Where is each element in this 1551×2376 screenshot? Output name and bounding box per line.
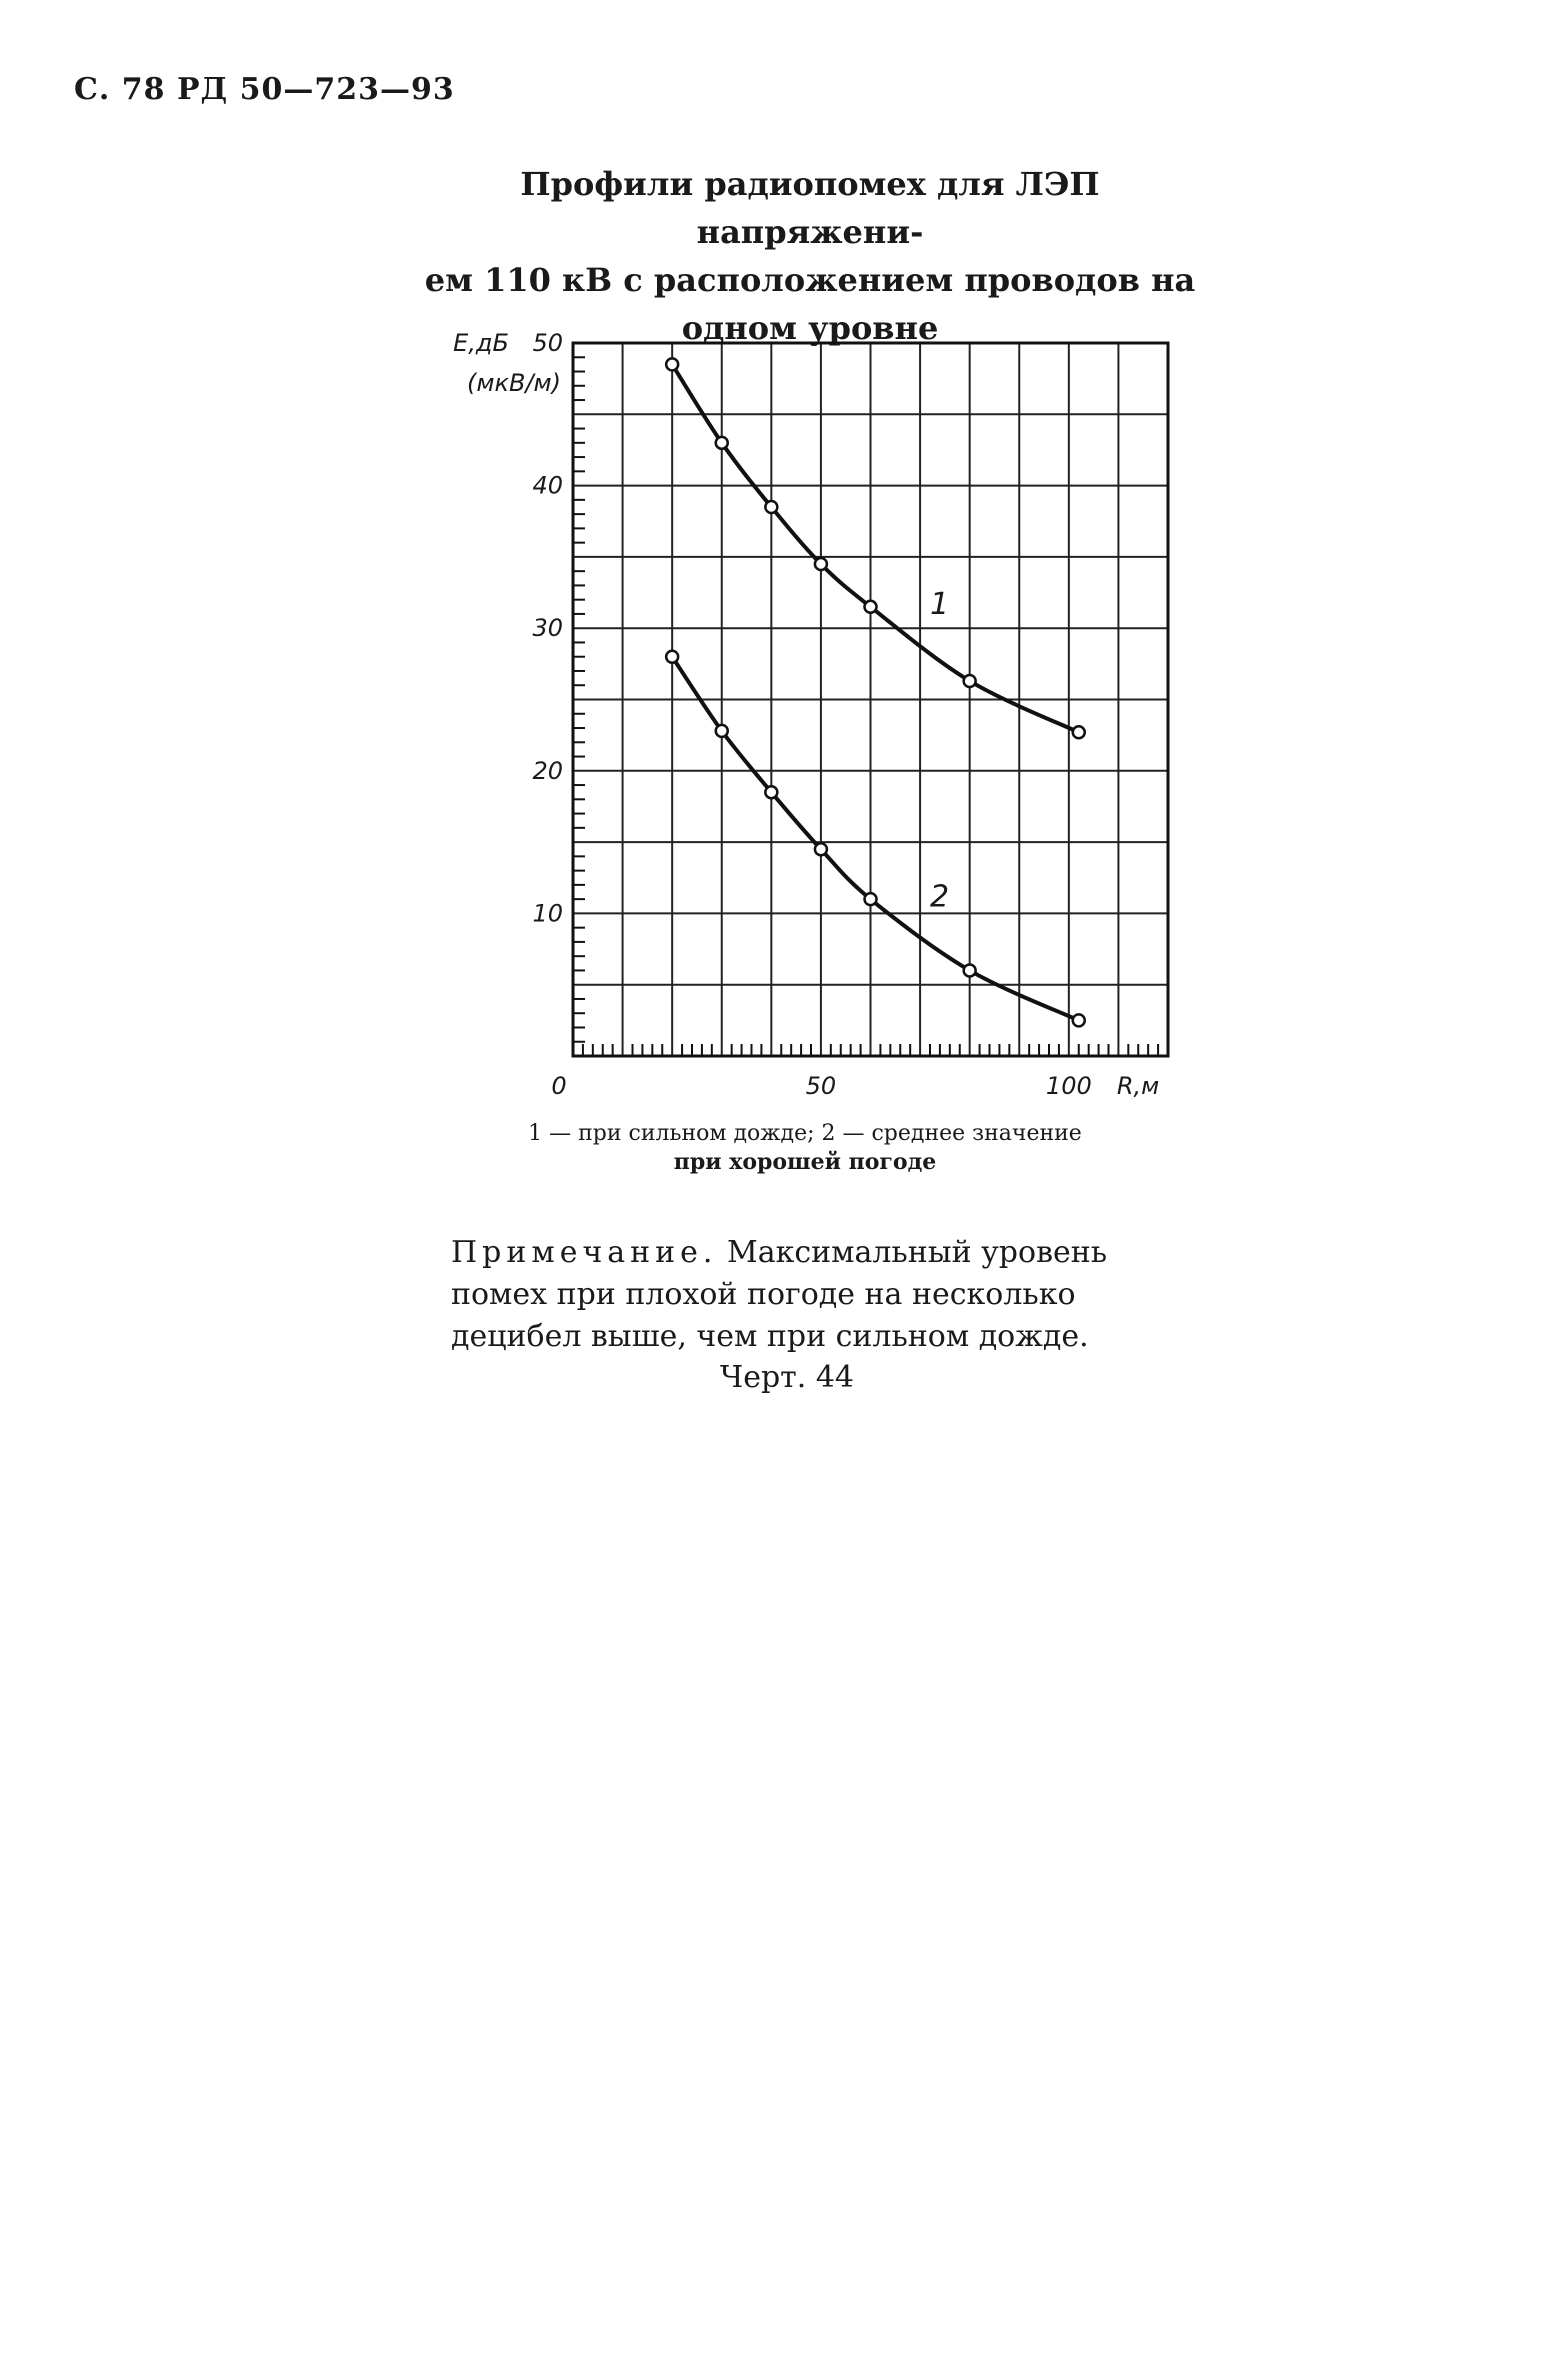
legend-line: 1 — при сильном дожде; 2 — среднее значение xyxy=(528,1121,1082,1146)
series-line-1 xyxy=(672,364,1079,732)
data-point xyxy=(865,601,877,613)
y-tick-label: 30 xyxy=(532,614,563,643)
data-point xyxy=(815,558,827,570)
x-axis-label: R,м xyxy=(1116,1072,1160,1100)
chart-grid xyxy=(573,343,1168,1056)
page-header: С. 78 РД 50—723—93 xyxy=(74,72,455,107)
note-label: Примечание. xyxy=(451,1235,718,1270)
y-axis-unit-label: (мкВ/м) xyxy=(467,369,561,397)
series-label: 1 xyxy=(930,586,950,622)
data-point xyxy=(716,725,728,737)
chart-series xyxy=(666,358,1085,1026)
data-point xyxy=(815,843,827,855)
y-tick-label: 40 xyxy=(532,471,563,500)
series-line-2 xyxy=(672,657,1079,1021)
data-point xyxy=(964,964,976,976)
data-point xyxy=(716,437,728,449)
legend-line: при хорошей погоде xyxy=(673,1149,937,1175)
x-tick-label: 100 xyxy=(1045,1072,1092,1100)
y-tick-label: 50 xyxy=(532,329,563,357)
figure-title-line: Профили радиопомех для ЛЭП напряжени- xyxy=(520,165,1100,251)
figure-legend xyxy=(405,1120,1205,1176)
note-text: Максимальный уровень помех при плохой погоде на несколько децибел выше, чем при сильном дожде. xyxy=(451,1235,1108,1354)
data-point xyxy=(765,501,777,513)
figure-title-line: одном уровне xyxy=(681,309,939,347)
data-point xyxy=(1073,726,1085,738)
figure-title-line: ем 110 кВ с расположением проводов на xyxy=(424,261,1196,299)
y-axis-label: E,дБ xyxy=(453,329,509,357)
data-point xyxy=(1073,1014,1085,1026)
y-tick-label: 20 xyxy=(532,756,563,785)
data-point xyxy=(964,675,976,687)
data-point xyxy=(666,651,678,663)
chart xyxy=(0,0,1551,1120)
series-label: 2 xyxy=(930,879,950,915)
data-point xyxy=(865,893,877,905)
x-tick-label: 0 xyxy=(551,1072,567,1100)
x-tick-label: 50 xyxy=(805,1072,837,1100)
figure-number: Черт. 44 xyxy=(720,1360,854,1395)
y-tick-label: 10 xyxy=(532,899,563,928)
figure-note xyxy=(451,1232,1181,1358)
data-point xyxy=(765,786,777,798)
data-point xyxy=(666,358,678,370)
